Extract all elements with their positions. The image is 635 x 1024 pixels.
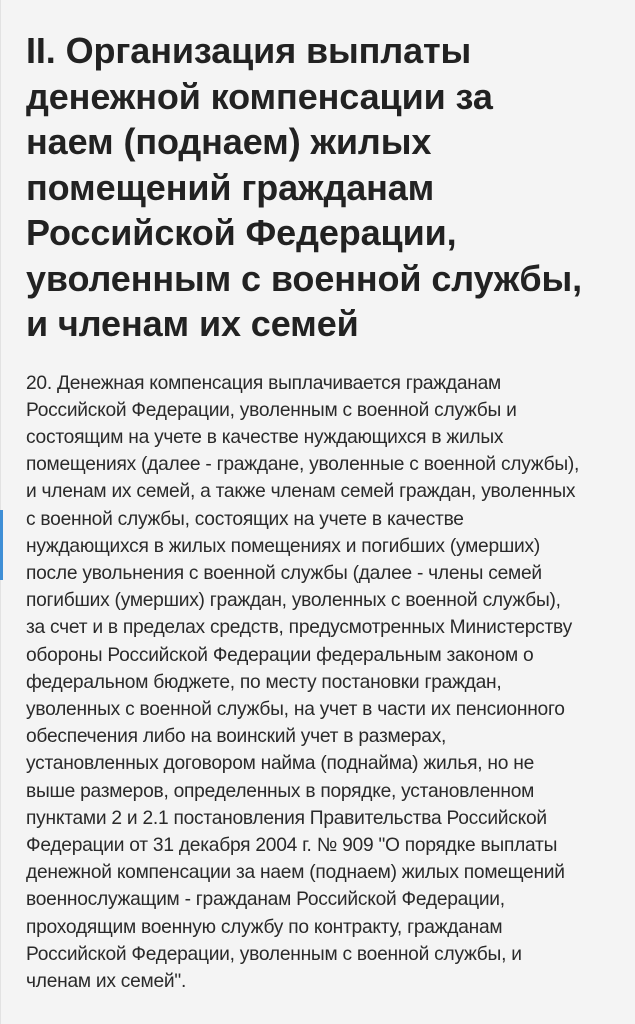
paragraph-line: военнослужащим - гражданам Российской Федерации, xyxy=(26,889,505,911)
paragraph-line: выше размеров, определенных в порядке, установленном xyxy=(26,780,535,802)
paragraph-line: Российской Федерации, уволенным с военной службы, и xyxy=(26,943,522,965)
paragraph-line: и членам их семей, а также членам семей граждан, уволенных xyxy=(26,481,576,503)
paragraph-line: проходящим военную службу по контракту, гражданам xyxy=(26,916,503,938)
paragraph-line: установленных договором найма (поднайма) жилья, но не xyxy=(26,753,535,775)
paragraph-line: уволенных с военной службы, на учет в части их пенсионного xyxy=(26,698,565,720)
paragraph-line: Российской Федерации, уволенным с военной службы и xyxy=(26,399,517,421)
heading-line: денежной компенсации за xyxy=(26,75,493,117)
article-content xyxy=(26,28,629,995)
paragraph-line: федеральном бюджете, по месту постановки граждан, xyxy=(26,671,502,693)
heading-line: наем (поднаем) жилых xyxy=(26,121,432,162)
paragraph-line: обеспечения либо на воинский учет в размерах, xyxy=(26,726,447,748)
paragraph-line: за счет и в пределах средств, предусмотренных Министерству xyxy=(26,617,572,639)
paragraph-line: пунктами 2 и 2.1 постановления Правительства Российской xyxy=(26,807,547,829)
section-heading xyxy=(26,28,629,347)
paragraph-line: обороны Российской Федерации федеральным законом о xyxy=(26,644,534,666)
heading-line: и членам их семей xyxy=(26,303,359,344)
paragraph-line: состоящим на учете в качестве нуждающихся в жилых xyxy=(26,426,504,448)
heading-line: уволенным с военной службы, xyxy=(26,257,583,299)
paragraph-line: после увольнения с военной службы (далее - члены семей xyxy=(26,562,542,584)
paragraph-line: Федерации от 31 декабря 2004 г. № 909 "О порядке выплаты xyxy=(26,834,558,856)
paragraph-line: с военной службы, состоящих на учете в качестве xyxy=(26,508,464,530)
scroll-indicator[interactable] xyxy=(0,510,3,580)
heading-line: помещений гражданам xyxy=(26,166,435,208)
paragraph-line: помещениях (далее - граждане, уволенные с военной службы), xyxy=(26,454,580,476)
paragraph-line: погибших (умерших) граждан, уволенных с военной службы), xyxy=(26,590,561,612)
paragraph-line: 20. Денежная компенсация выплачивается гражданам xyxy=(26,372,501,394)
heading-line: II. Организация выплаты xyxy=(26,30,472,71)
paragraph-line: членам их семей". xyxy=(26,970,187,992)
paragraph-20 xyxy=(26,370,629,996)
paragraph-line: денежной компенсации за наем (поднаем) жилых помещений xyxy=(26,862,565,884)
paragraph-line: нуждающихся в жилых помещениях и погибших (умерших) xyxy=(26,535,540,557)
heading-line: Российской Федерации, xyxy=(26,212,457,253)
